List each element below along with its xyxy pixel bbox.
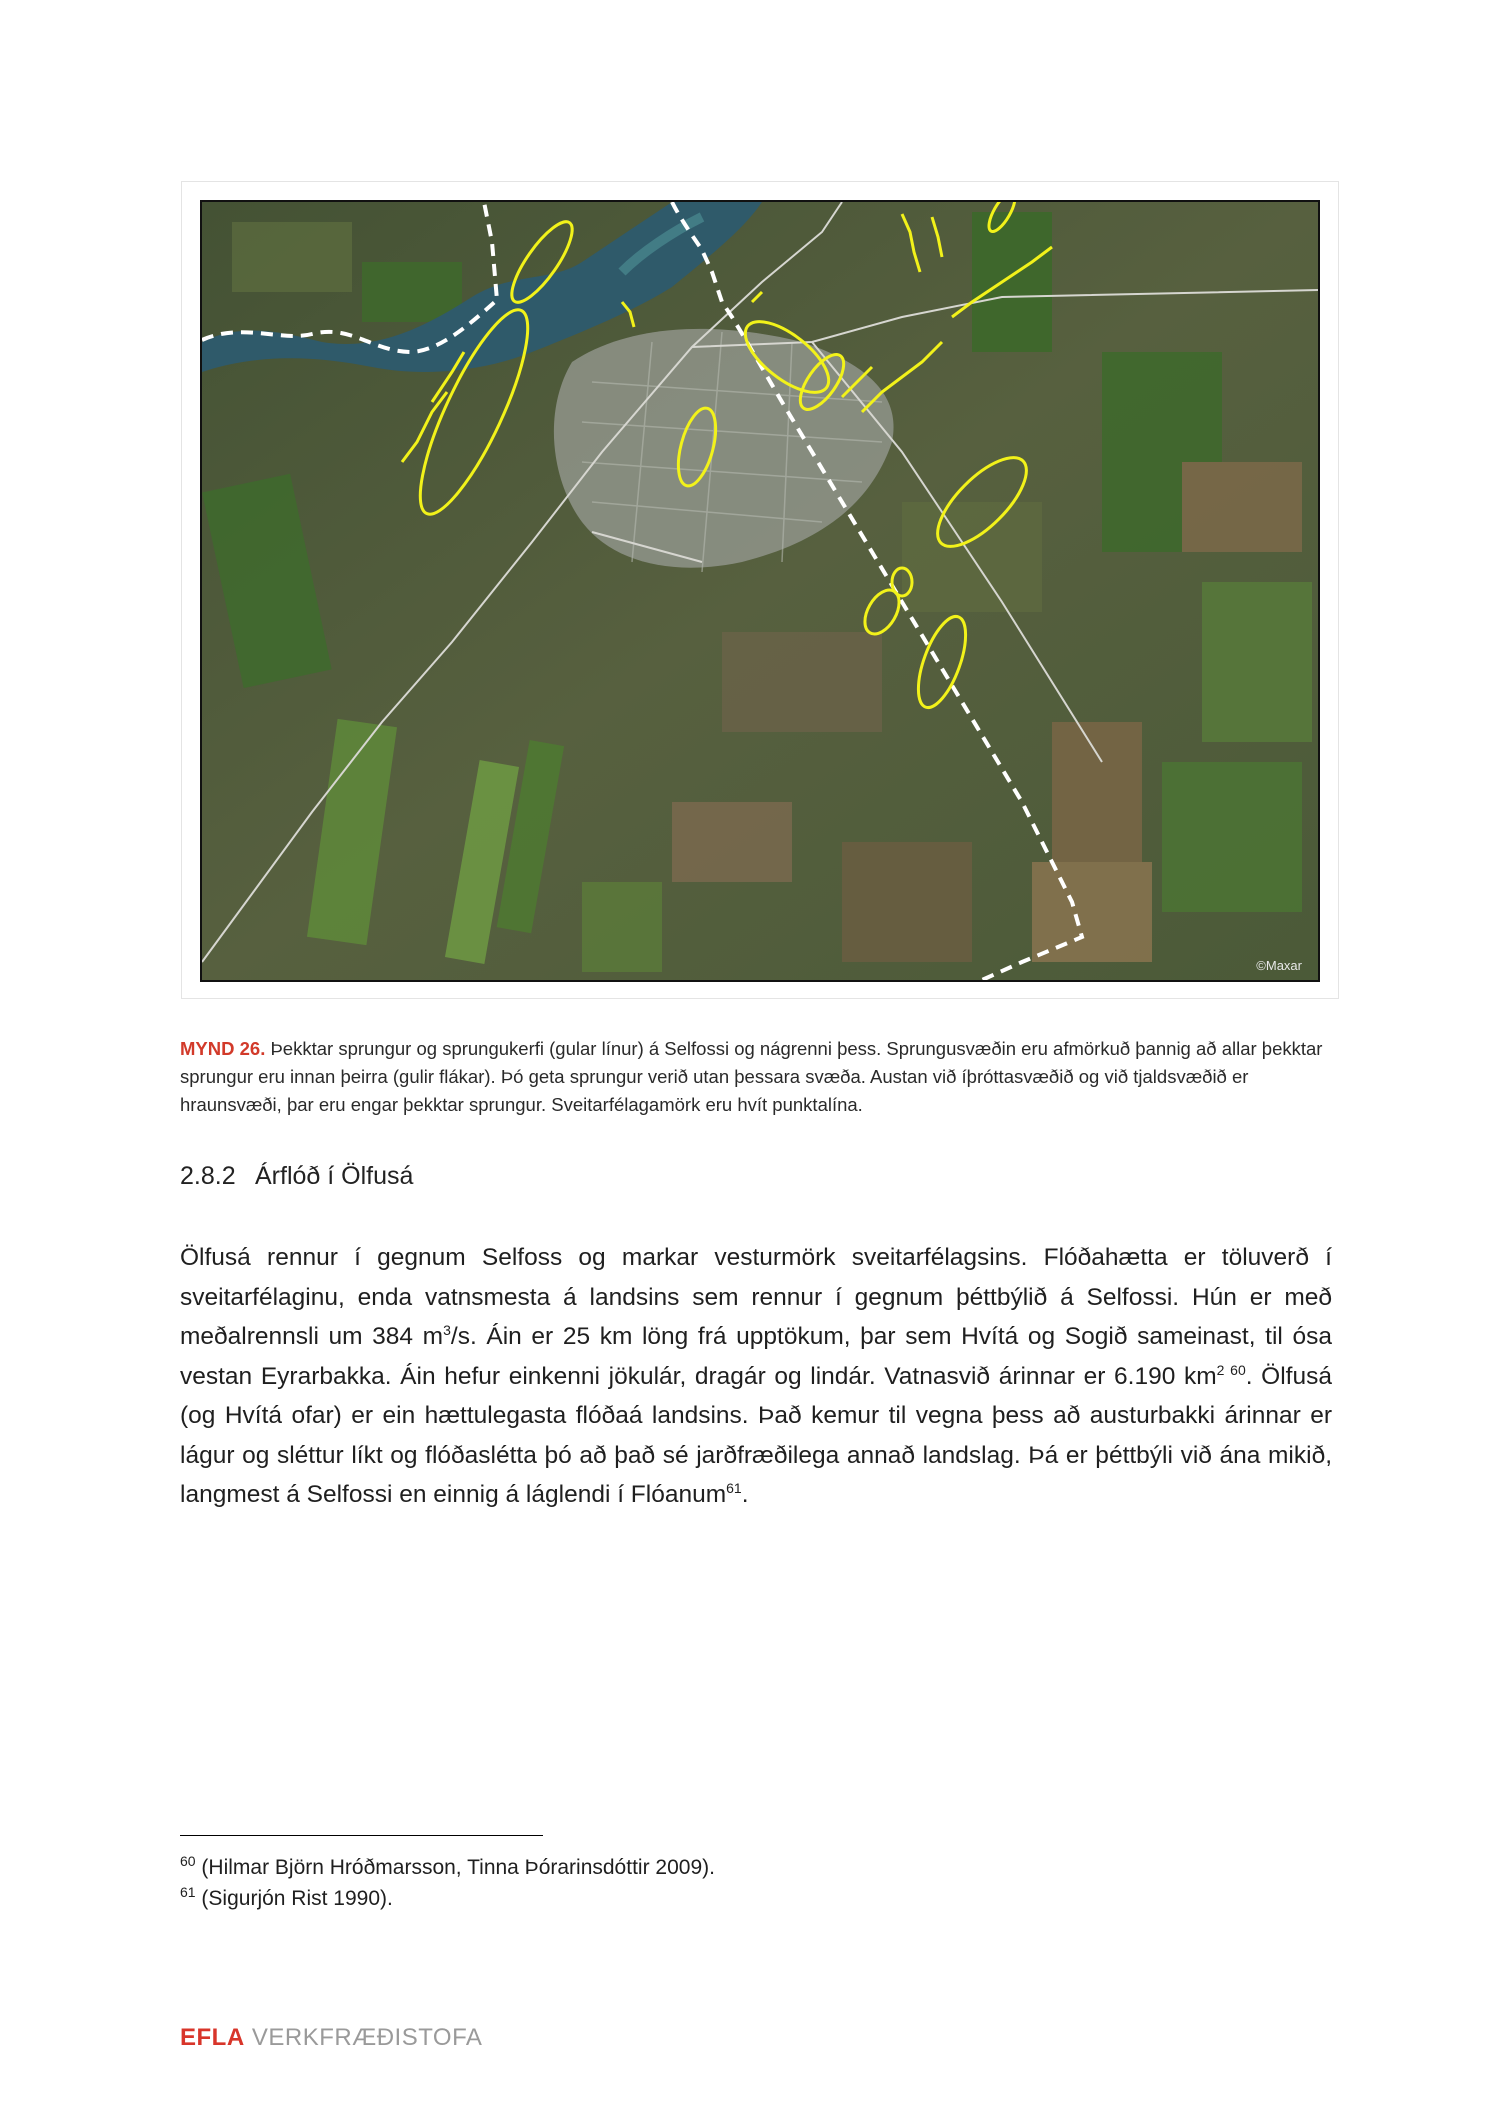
footnote-item <box>180 1852 715 1883</box>
footer-logo <box>180 2024 482 2052</box>
footnote-number: 61 <box>180 1884 196 1900</box>
section-heading <box>180 1162 413 1191</box>
footnote-ref-60[interactable]: 2 60 <box>1216 1361 1246 1378</box>
brand-name: EFLA <box>180 2024 245 2051</box>
footnote-text: (Hilmar Björn Hróðmarsson, Tinna Þórarinsdóttir 2009). <box>201 1856 715 1879</box>
body-text-part-4: . <box>741 1481 749 1508</box>
superscript-cubed: 3 <box>443 1321 451 1338</box>
footnote-item <box>180 1883 715 1914</box>
satellite-map <box>200 200 1320 982</box>
map-graphic <box>202 202 1318 980</box>
figure-caption-text: Þekktar sprungur og sprungukerfi (gular línur) á Selfossi og nágrenni þess. Sprungusvæðin eru afmörkuð þannig að allar þekktar sprungur eru innan þeirra (gulir flákar). Þó geta sprungur verið utan þessara svæða. Austan við íþróttasvæðið og við tjaldsvæðið er hraunsvæði, þar eru engar þekktar sprungur. Sveitarfélagamörk eru hvít punktalína. <box>180 1038 1323 1115</box>
figure-caption <box>180 1035 1330 1119</box>
brand-subtitle: VERKFRÆÐISTOFA <box>251 2024 483 2051</box>
footnote-text: (Sigurjón Rist 1990). <box>201 1887 393 1910</box>
section-number: 2.8.2 <box>180 1162 236 1190</box>
body-text-part-3: . Ölfusá (og Hvítá ofar) er ein hættulegasta flóðaá landsins. Það kemur til vegna þess að austurbakki árinnar er lágur og sléttur líkt og flóðaslétta þó að það sé jarðfræðilega annað landslag. Þá er þéttbýli við ána mikið, langmest á Selfossi en einnig á láglendi í Flóanum <box>180 1362 1332 1508</box>
figure-label: MYND 26. <box>180 1038 266 1059</box>
body-text-part-1: Ölfusá rennur í gegnum Selfoss og markar vesturmörk sveitarfélagsins. Flóðahætta er töluverð í sveitarfélaginu, enda vatnsmesta á landsins sem rennur í gegnum þéttbýlið á Selfossi. Hún er með meðalrennsli um 384 m <box>180 1244 1332 1350</box>
footnote-ref-61[interactable]: 61 <box>726 1479 742 1496</box>
map-credit: ©Maxar <box>1256 958 1302 973</box>
body-paragraph <box>180 1238 1332 1515</box>
body-text-part-2: /s. Áin er 25 km löng frá upptökum, þar sem Hvítá og Sogið sameinast, til ósa vestan Eyrarbakka. Áin hefur einkenni jökulár, dragár og lindár. Vatnasvið árinnar er 6.190 km <box>180 1323 1332 1390</box>
footnote-separator <box>180 1835 543 1836</box>
footnotes <box>180 1852 715 1914</box>
figure-frame <box>181 181 1339 999</box>
section-title: Árflóð í Ölfusá <box>255 1162 414 1190</box>
footnote-number: 60 <box>180 1853 196 1869</box>
